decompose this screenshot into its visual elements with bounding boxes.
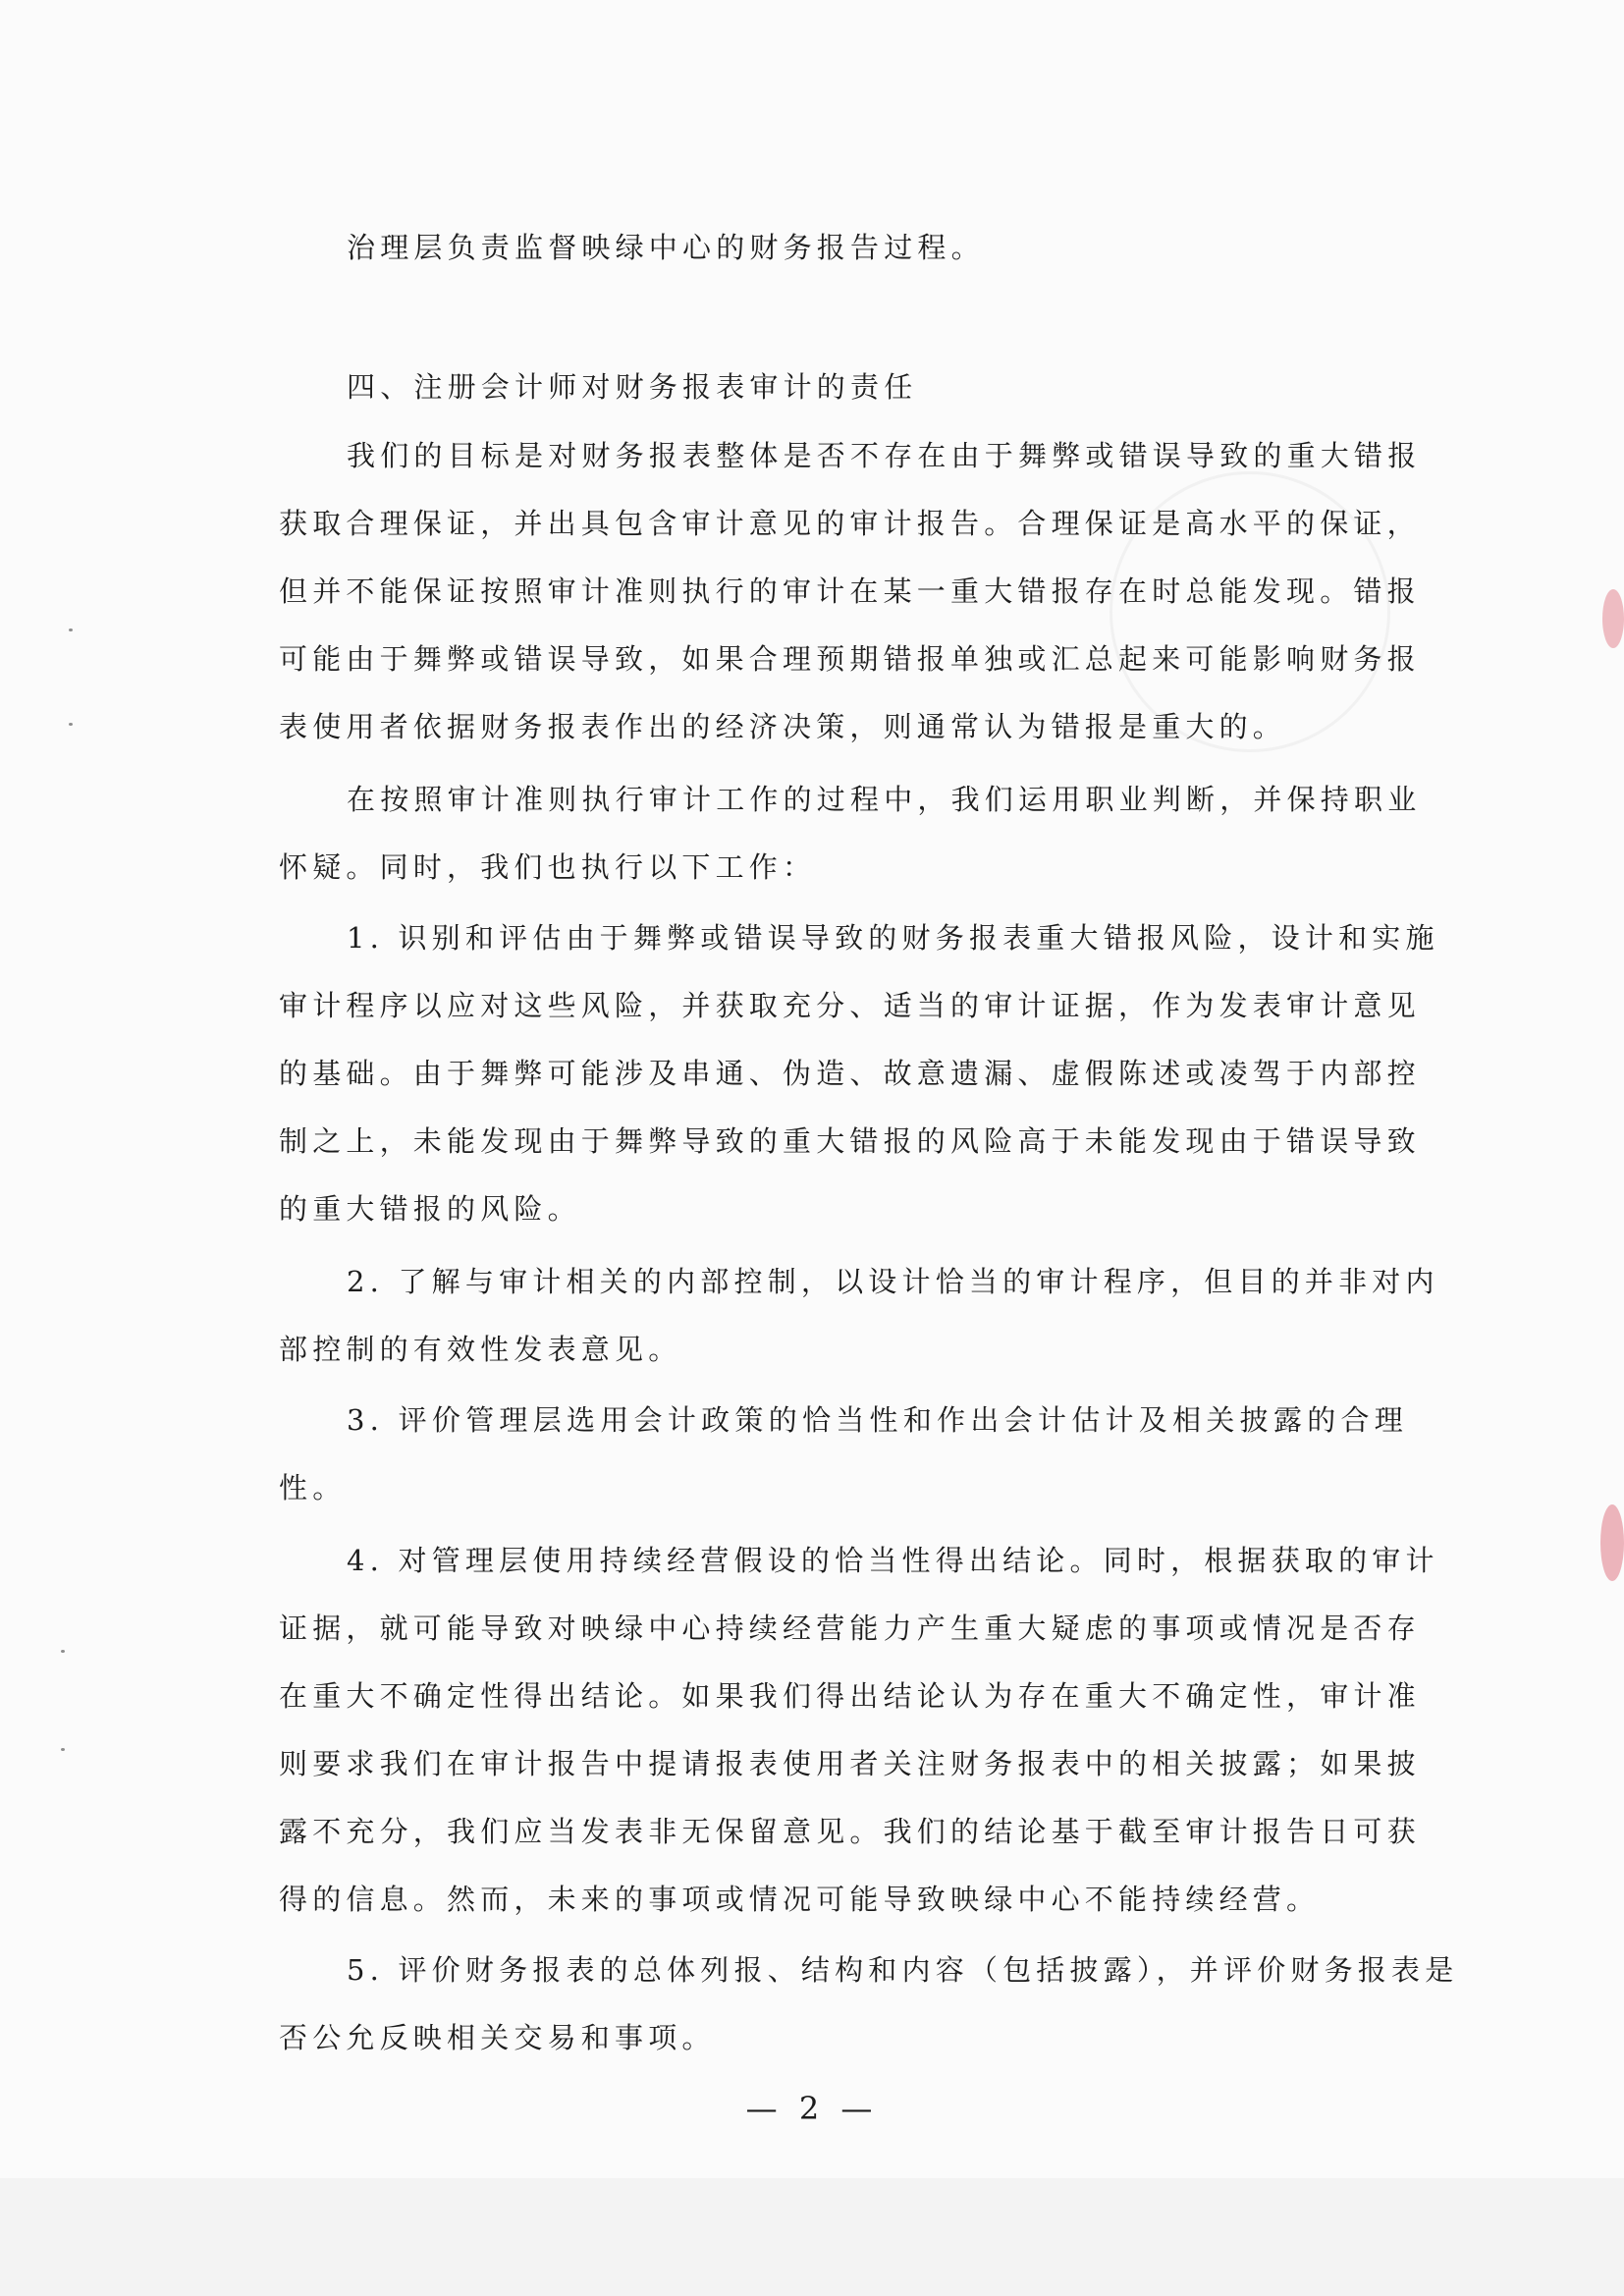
list-item-1-line: 的重大错报的风险。 [279, 1192, 581, 1226]
page-number: — 2 — [745, 2090, 879, 2127]
paragraph-line: 表使用者依据财务报表作出的经济决策，则通常认为错报是重大的。 [279, 710, 1287, 743]
scan-speck [69, 723, 73, 726]
list-item-4-line: 则要求我们在审计报告中提请报表使用者关注财务报表中的相关披露；如果披 [279, 1747, 1421, 1780]
section-heading: 四、注册会计师对财务报表审计的责任 [347, 370, 918, 404]
list-item-1-line: 审计程序以应对这些风险，并获取充分、适当的审计证据，作为发表审计意见 [279, 989, 1421, 1022]
list-item-1-line: 的基础。由于舞弊可能涉及串通、伪造、故意遗漏、虚假陈述或凌驾于内部控 [279, 1057, 1421, 1090]
paragraph-line: 在按照审计准则执行审计工作的过程中，我们运用职业判断，并保持职业 [347, 783, 1422, 816]
scan-margin [0, 2178, 1624, 2296]
red-seal-edge-mark [1600, 1504, 1624, 1581]
paragraph-line: 可能由于舞弊或错误导致，如果合理预期错报单独或汇总起来可能影响财务报 [279, 642, 1421, 676]
scan-speck [69, 629, 73, 631]
list-item-2-line: 2. 了解与审计相关的内部控制，以设计恰当的审计程序，但目的并非对内 [347, 1265, 1439, 1298]
paragraph-line: 我们的目标是对财务报表整体是否不存在由于舞弊或错误导致的重大错报 [347, 439, 1422, 472]
scan-speck [61, 1650, 65, 1653]
list-item-4-line: 证据，就可能导致对映绿中心持续经营能力产生重大疑虑的事项或情况是否存 [279, 1612, 1421, 1645]
list-item-5-line: 否公允反映相关交易和事项。 [279, 2021, 716, 2054]
paragraph-line: 治理层负责监督映绿中心的财务报告过程。 [347, 231, 985, 264]
list-item-3-line: 3. 评价管理层选用会计政策的恰当性和作出会计估计及相关披露的合理 [347, 1403, 1408, 1437]
list-item-4-line: 露不充分，我们应当发表非无保留意见。我们的结论基于截至审计报告日可获 [279, 1815, 1421, 1848]
list-item-2-line: 部控制的有效性发表意见。 [279, 1333, 682, 1366]
list-item-1-line: 1. 识别和评估由于舞弊或错误导致的财务报表重大错报风险，设计和实施 [347, 921, 1439, 955]
list-item-4-line: 得的信息。然而，未来的事项或情况可能导致映绿中心不能持续经营。 [279, 1883, 1321, 1916]
paragraph-line: 但并不能保证按照审计准则执行的审计在某一重大错报存在时总能发现。错报 [279, 574, 1421, 608]
paragraph-line: 怀疑。同时，我们也执行以下工作： [279, 850, 817, 884]
paragraph-line: 获取合理保证，并出具包含审计意见的审计报告。合理保证是高水平的保证， [279, 507, 1421, 540]
list-item-4-line: 4. 对管理层使用持续经营假设的恰当性得出结论。同时，根据获取的审计 [347, 1544, 1439, 1577]
scan-speck [61, 1748, 65, 1751]
list-item-5-line: 5. 评价财务报表的总体列报、结构和内容（包括披露），并评价财务报表是 [347, 1953, 1459, 1987]
red-seal-edge-mark [1602, 589, 1624, 648]
list-item-4-line: 在重大不确定性得出结论。如果我们得出结论认为存在重大不确定性，审计准 [279, 1679, 1421, 1713]
list-item-1-line: 制之上，未能发现由于舞弊导致的重大错报的风险高于未能发现由于错误导致 [279, 1124, 1421, 1158]
list-item-3-line: 性。 [279, 1471, 347, 1504]
